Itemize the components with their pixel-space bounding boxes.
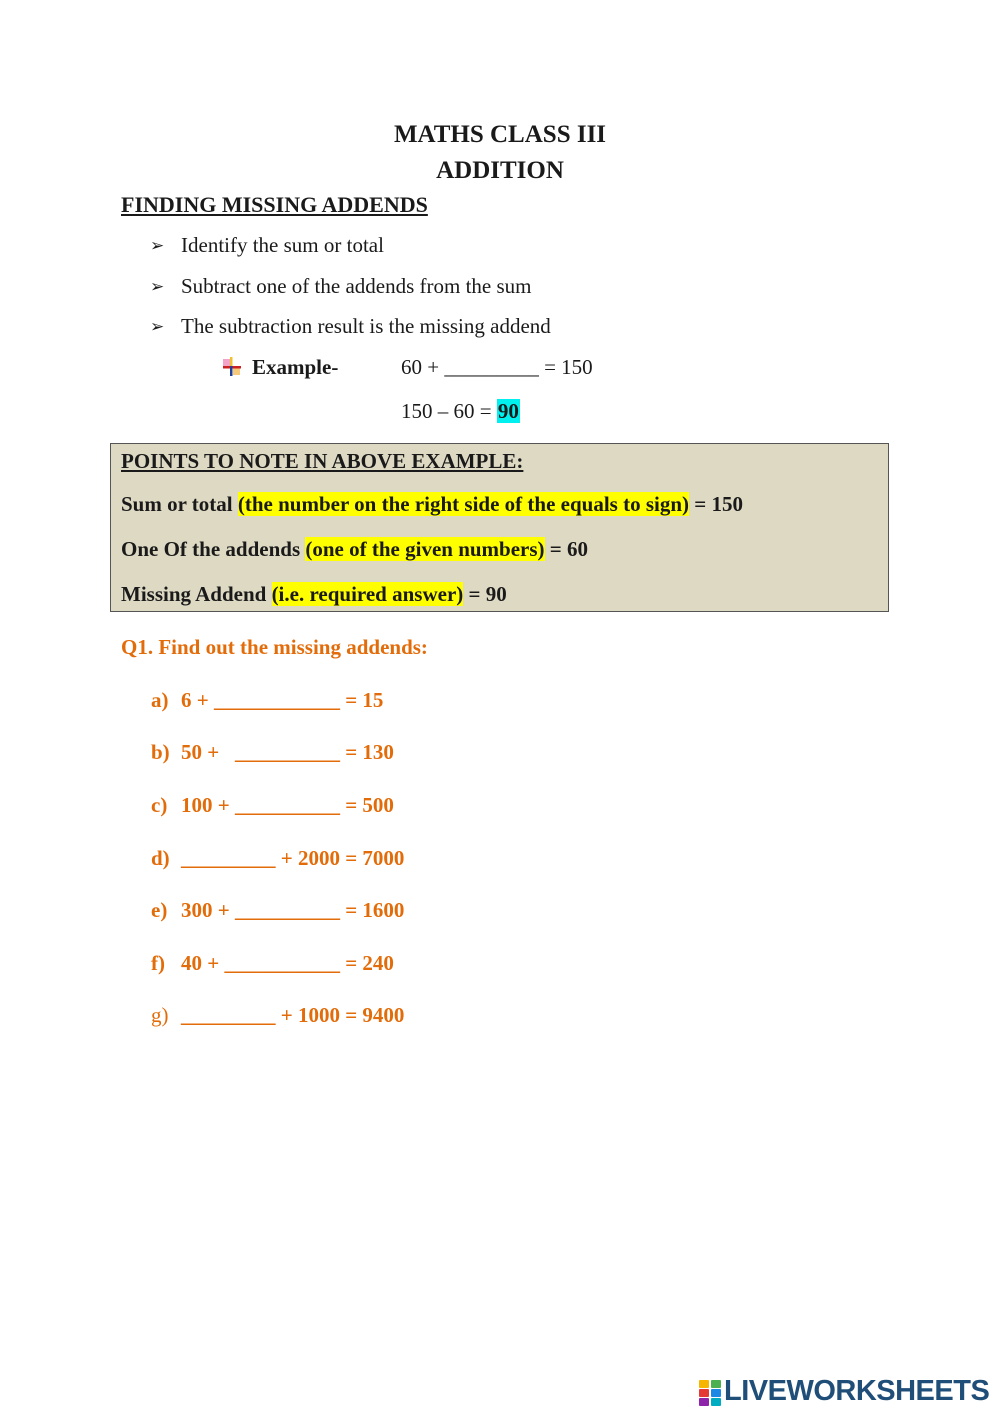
liveworksheets-logo-icon <box>698 1379 722 1407</box>
question-item <box>151 688 383 713</box>
bullet-item <box>150 233 384 258</box>
question-text: 40 + ___________ = 240 <box>181 951 394 975</box>
question-text: 50 + __________ = 130 <box>181 740 394 764</box>
note-highlight: (one of the given numbers) <box>305 537 545 561</box>
question-item <box>151 951 394 976</box>
example-equation: 60 + _________ = 150 <box>401 355 593 379</box>
question-title: Q1. Find out the missing addends: <box>121 635 428 659</box>
arrow-bullet-icon: ➢ <box>150 317 165 336</box>
question-text: 300 + __________ = 1600 <box>181 898 405 922</box>
question-letter: b) <box>151 740 170 764</box>
notes-heading: POINTS TO NOTE IN ABOVE EXAMPLE: <box>121 449 524 473</box>
question-letter: g) <box>151 1003 169 1027</box>
question-item <box>151 793 394 818</box>
example-solution <box>401 399 520 424</box>
question-letter: d) <box>151 846 170 870</box>
page-subtitle: ADDITION <box>436 157 564 184</box>
bullet-item <box>150 274 532 299</box>
note-highlight: (the number on the right side of the equals to sign) <box>237 492 690 516</box>
bullet-item <box>150 314 551 339</box>
example-solution-text: 150 – 60 = <box>401 399 497 423</box>
example-label: Example- <box>252 355 339 379</box>
note-line <box>121 537 588 562</box>
page-title: MATHS CLASS III <box>393 121 607 148</box>
question-item <box>151 846 404 871</box>
question-text: 6 + ____________ = 15 <box>181 688 384 712</box>
bullet-text: Identify the sum or total <box>181 233 384 257</box>
question-letter: f) <box>151 951 165 975</box>
example-marker-icon <box>221 356 243 378</box>
arrow-bullet-icon: ➢ <box>150 277 165 296</box>
note-line <box>121 582 507 607</box>
example-answer: 90 <box>497 399 519 423</box>
question-item <box>151 1003 404 1028</box>
bullet-text: Subtract one of the addends from the sum <box>181 274 532 298</box>
note-label: One Of the addends <box>121 537 306 561</box>
question-text: 100 + __________ = 500 <box>181 793 394 817</box>
note-highlight: (i.e. required answer) <box>271 582 464 606</box>
note-label: Missing Addend <box>121 582 272 606</box>
question-item <box>151 898 404 923</box>
question-item <box>151 740 394 765</box>
question-letter: c) <box>151 793 168 817</box>
question-text: _________ + 1000 = 9400 <box>181 1003 405 1027</box>
bullet-text: The subtraction result is the missing addend <box>181 314 551 338</box>
arrow-bullet-icon: ➢ <box>150 236 165 255</box>
section-heading: FINDING MISSING ADDENDS <box>121 192 428 217</box>
note-label: Sum or total <box>121 492 238 516</box>
note-value: = 60 <box>544 537 588 561</box>
note-value: = 90 <box>463 582 507 606</box>
brand-name: LIVEWORKSHEETS <box>724 1375 990 1407</box>
note-line <box>121 492 743 517</box>
question-letter: e) <box>151 898 168 922</box>
question-text: _________ + 2000 = 7000 <box>181 846 405 870</box>
notes-box <box>110 443 889 612</box>
note-value: = 150 <box>689 492 743 516</box>
question-letter: a) <box>151 688 169 712</box>
